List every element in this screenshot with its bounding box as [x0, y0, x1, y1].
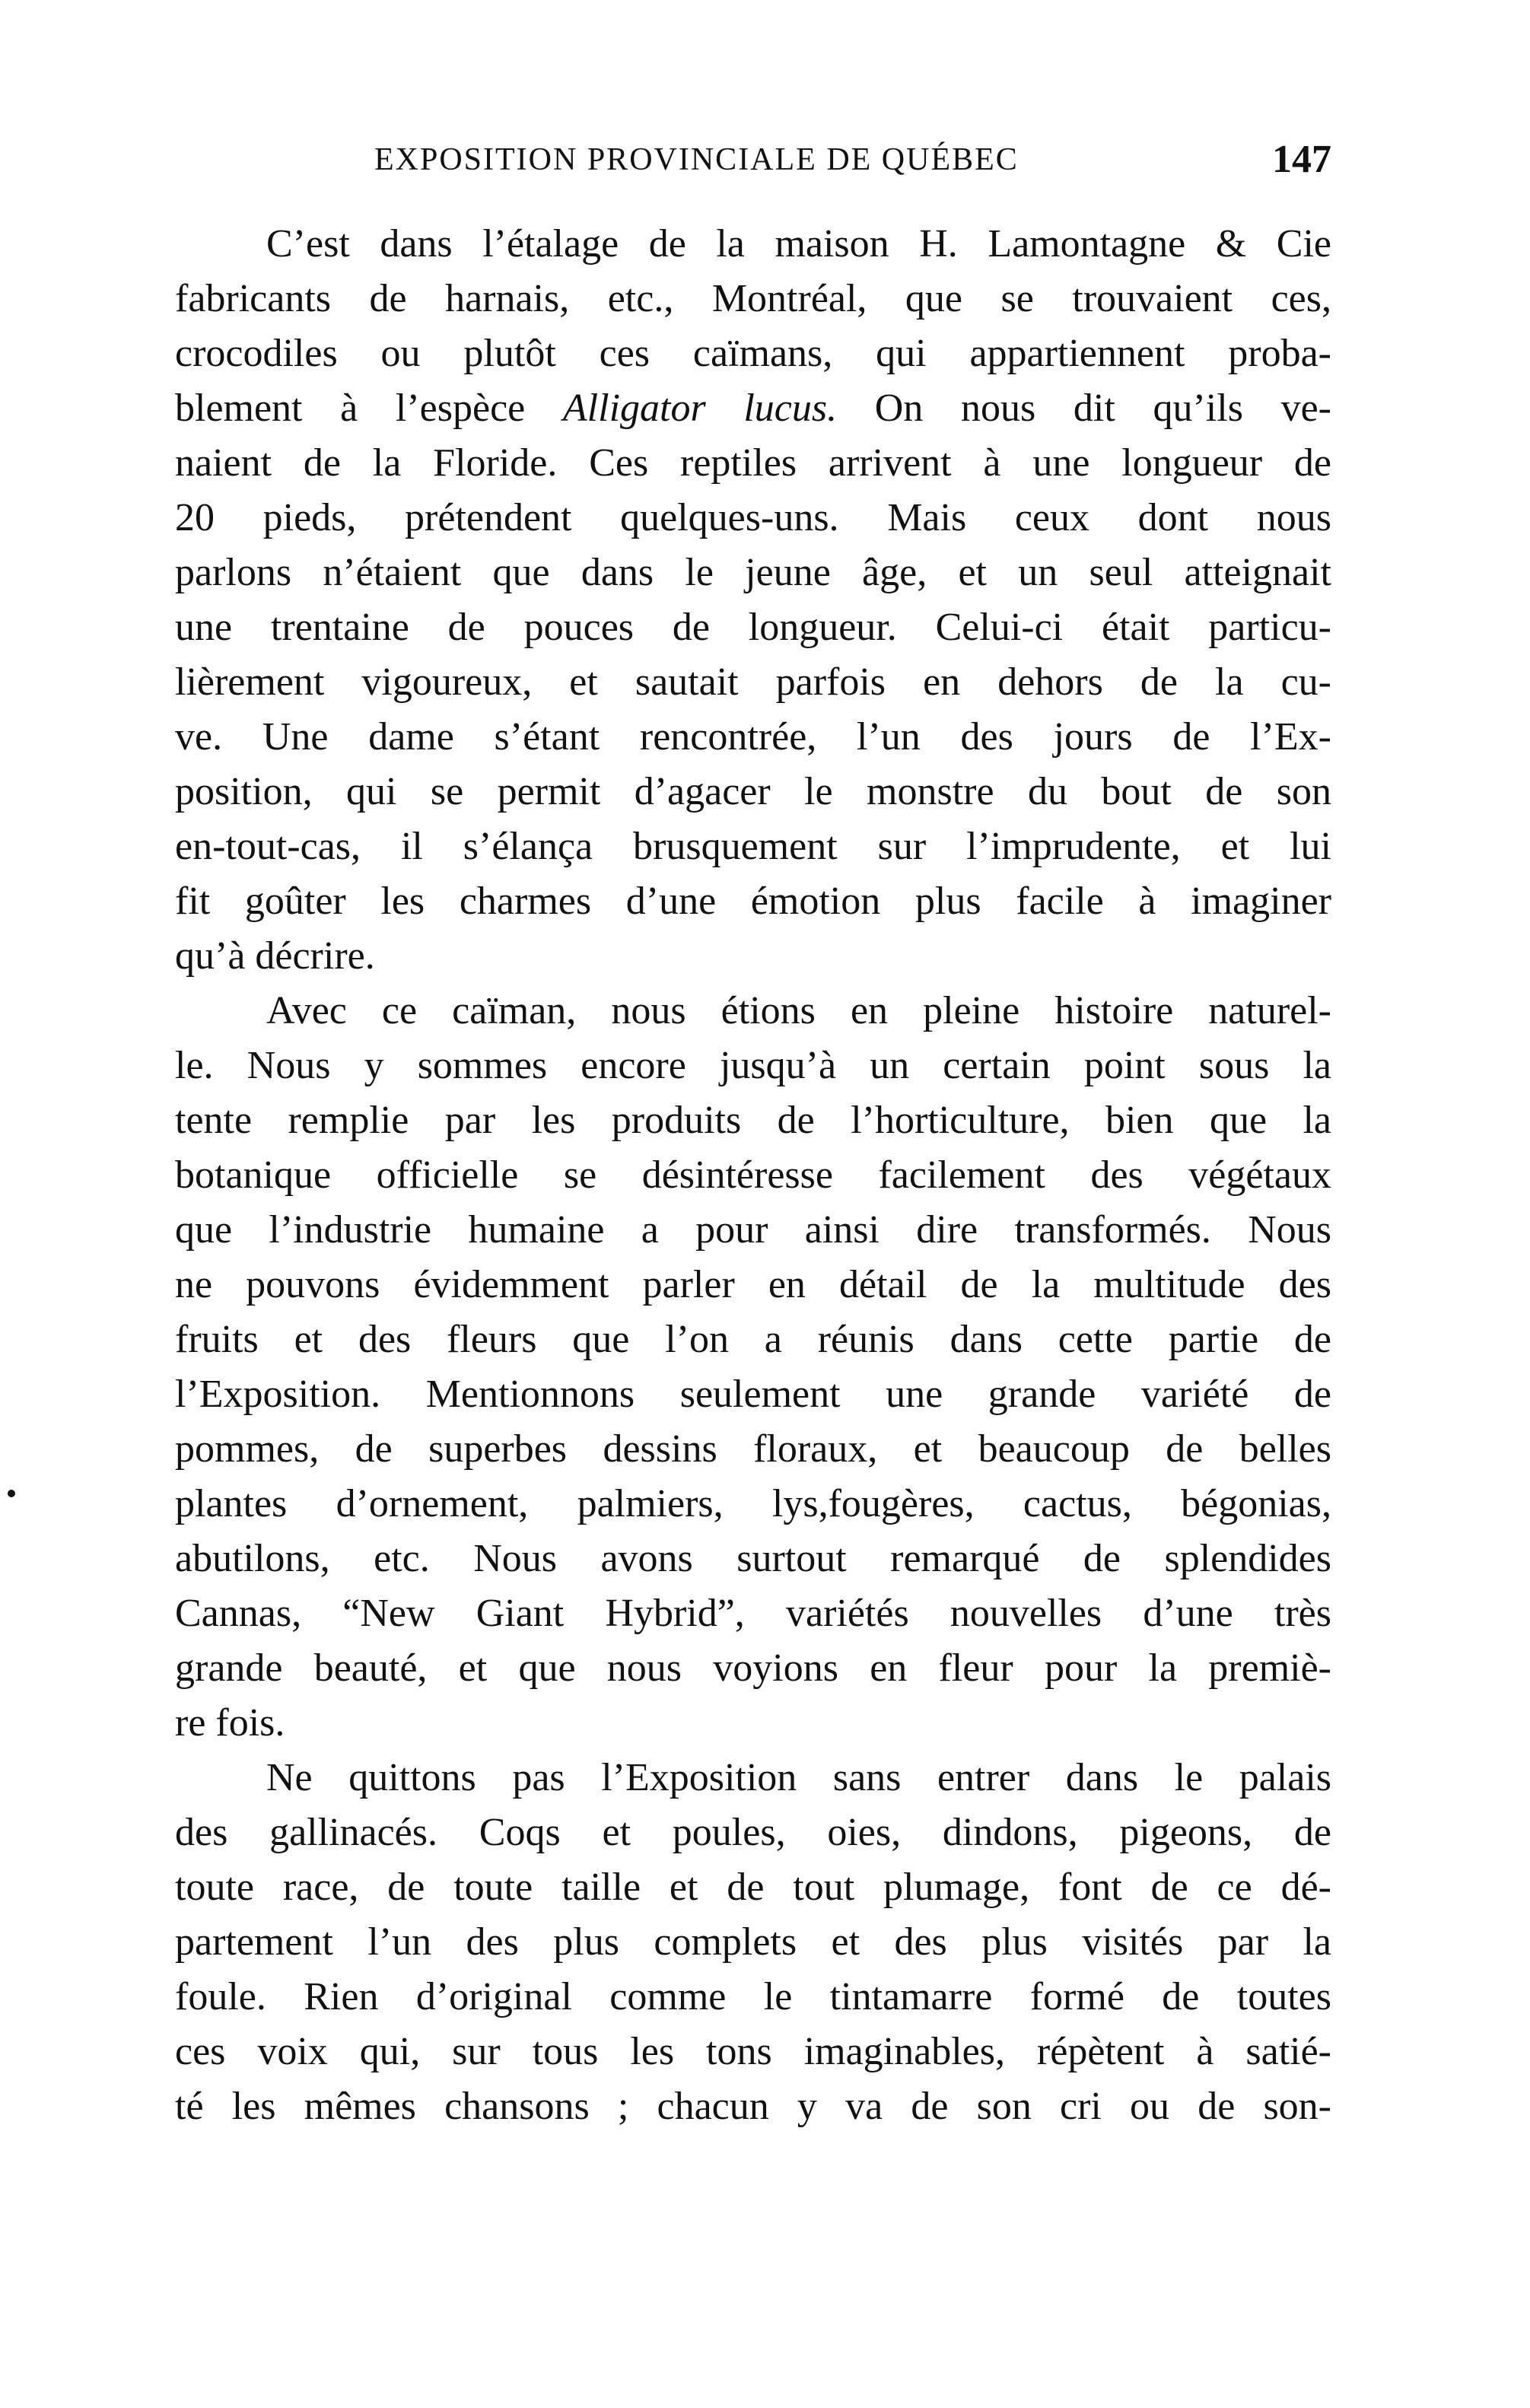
text-line: que l’industrie humaine a pour ainsi dire transformés. Nous	[175, 1208, 1331, 1252]
text-line: Cannas, “New Giant Hybrid”, variétés nouvelles d’une très	[175, 1592, 1331, 1635]
text-line: lièrement vigoureux, et sautait parfois en dehors de la cu-	[175, 660, 1331, 704]
text-line: des gallinacés. Coqs et poules, oies, dindons, pigeons, de	[175, 1811, 1331, 1854]
text-line: pommes, de superbes dessins floraux, et beaucoup de belles	[175, 1427, 1331, 1471]
text-line: fruits et des fleurs que l’on a réunis dans cette partie de	[175, 1318, 1331, 1361]
text-line: té les mêmes chansons ; chacun y va de son cri ou de son-	[175, 2085, 1331, 2128]
text-line: C’est dans l’étalage de la maison H. Lamontagne & Cie	[266, 222, 1331, 266]
text-span: On nous dit qu’ils ve-	[837, 386, 1331, 430]
text-line: Ne quittons pas l’Exposition sans entrer dans le palais	[266, 1756, 1331, 1799]
text-line: l’Exposition. Mentionnons seulement une grande variété de	[175, 1373, 1331, 1416]
text-line: ces voix qui, sur tous les tons imaginables, répètent à satié-	[175, 2030, 1331, 2073]
text-line: grande beauté, et que nous voyions en fleur pour la premiè-	[175, 1646, 1331, 1690]
text-line: parlons n’étaient que dans le jeune âge, et un seul atteignait	[175, 551, 1331, 594]
text-line: position, qui se permit d’agacer le monstre du bout de son	[175, 770, 1331, 813]
text-line: crocodiles ou plutôt ces caïmans, qui appartiennent proba-	[175, 332, 1331, 375]
species-name: Alligator lucus.	[562, 386, 838, 430]
text-line: Avec ce caïman, nous étions en pleine histoire naturel-	[266, 989, 1331, 1032]
text-span: blement à l’espèce	[175, 386, 563, 430]
text-line: 20 pieds, prétendent quelques-uns. Mais ceux dont nous	[175, 496, 1331, 539]
text-line: naient de la Floride. Ces reptiles arrivent à une longueur de	[175, 441, 1331, 485]
text-line: toute race, de toute taille et de tout plumage, font de ce dé-	[175, 1866, 1331, 1909]
text-line: ne pouvons évidemment parler en détail de la multitude des	[175, 1263, 1331, 1306]
body-text	[175, 217, 1331, 2134]
text-line: botanique officielle se désintéresse facilement des végétaux	[175, 1153, 1331, 1197]
text-line: ve. Une dame s’étant rencontrée, l’un des jours de l’Ex-	[175, 715, 1331, 759]
text-line: tente remplie par les produits de l’horticulture, bien que la	[175, 1099, 1331, 1142]
text-line: fabricants de harnais, etc., Montréal, que se trouvaient ces,	[175, 277, 1331, 320]
text-line: une trentaine de pouces de longueur. Celui-ci était particu-	[175, 606, 1331, 649]
text-line: en-tout-cas, il s’élança brusquement sur l’imprudente, et lui	[175, 825, 1331, 868]
text-line: fit goûter les charmes d’une émotion plus facile à imaginer	[175, 880, 1331, 923]
text-line: partement l’un des plus complets et des plus visités par la	[175, 1920, 1331, 1964]
text-line: qu’à décrire.	[175, 934, 375, 978]
margin-ink-dot	[8, 1490, 15, 1497]
text-line: le. Nous y sommes encore jusqu’à un certain point sous la	[175, 1044, 1331, 1087]
text-line-with-species-name	[175, 381, 1331, 436]
text-line: foule. Rien d’original comme le tintamarre formé de toutes	[175, 1975, 1331, 2018]
text-line: plantes d’ornement, palmiers, lys,fougères, cactus, bégonias,	[175, 1482, 1331, 1525]
text-line: re fois.	[175, 1701, 285, 1745]
running-title: EXPOSITION PROVINCIALE DE QUÉBEC	[374, 142, 1019, 177]
text-line: abutilons, etc. Nous avons surtout remarqué de splendides	[175, 1537, 1331, 1580]
page-number: 147	[1272, 138, 1331, 181]
page-header	[175, 128, 1331, 189]
